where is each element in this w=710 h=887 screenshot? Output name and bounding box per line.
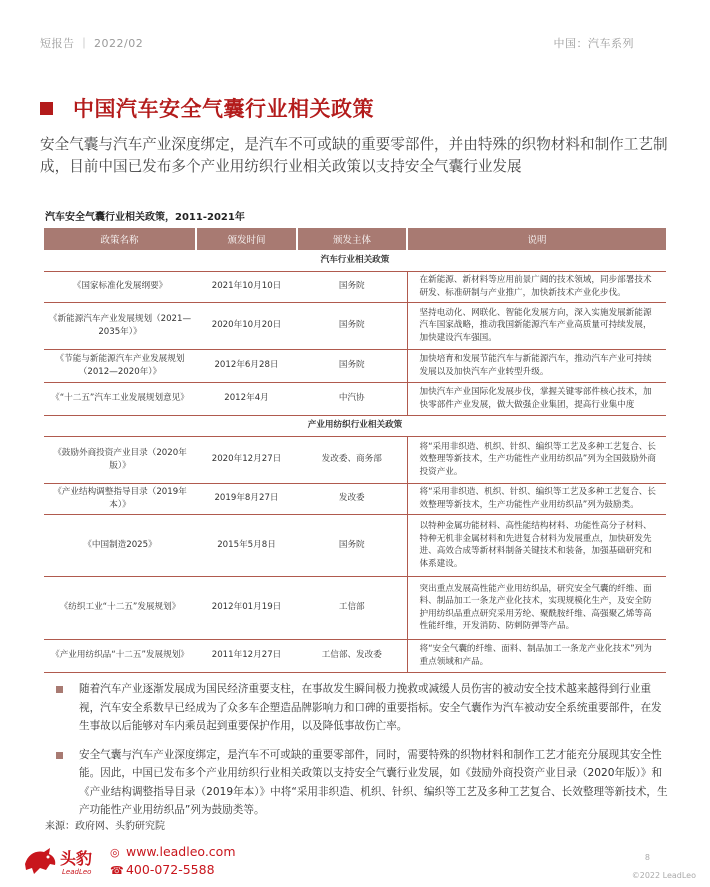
policy-name-cell: 《国家标准化发展纲要》 — [44, 271, 196, 302]
policy-name-cell: 《“十二五”汽车工业发展规划意见》 — [44, 382, 196, 415]
issuer-cell: 国务院 — [297, 349, 407, 382]
page-title: 中国汽车安全气囊行业相关政策 — [73, 97, 374, 121]
description-cell: 在新能源、新材料等应用前景广阔的技术领域，同步部署技术研发、标准研制与产业推广，加快新技术产业化步伐。 — [407, 271, 666, 302]
policy-name-cell: 《新能源汽车产业发展规划（2021—2035年）》 — [44, 302, 196, 349]
table-row — [44, 514, 666, 576]
intro-paragraph: 安全气囊与汽车产业深度绑定，是汽车不可或缺的重要零部件，并由特殊的织物材料和制作工艺制成，目前中国已发布多个产业用纺织行业相关政策以支持安全气囊行业发展 — [40, 136, 668, 175]
table-row — [44, 382, 666, 415]
description-cell: 将“安全气囊的纤维、面料、制品加工一条龙产业化技术”列为重点领域和产品。 — [407, 639, 666, 672]
header-issuer: 颁发主体 — [297, 228, 407, 250]
bullet-list — [40, 680, 670, 830]
issue-date-cell: 2012年01月19日 — [196, 576, 297, 639]
bullet-text: 安全气囊与汽车产业深度绑定，是汽车不可或缺的重要零部件，同时，需要特殊的织物材料和制作工艺才能充分展现其安全性能。因此，中国已发布多个产业用纺织行业相关政策以支持安全气囊行业发展，如《鼓励外商投资产业目录（2020年版）》和《产业结构调整指导目录（2019年本）》中将“采用非织造、机织、针织、编织等工艺及多种工艺复合、长效整理等新技术，生产功能性产业用纺织品”列为鼓励类等。 — [79, 748, 668, 816]
policy-name-cell: 《中国制造2025》 — [44, 514, 196, 576]
issue-date-cell: 2021年10月10日 — [196, 271, 297, 302]
issue-date-cell: 2020年10月20日 — [196, 302, 297, 349]
issuer-cell: 中汽协 — [297, 382, 407, 415]
policy-name-cell: 《鼓励外商投资产业目录（2020年版）》 — [44, 436, 196, 483]
policy-name-cell: 《纺织工业“十二五”发展规划》 — [44, 576, 196, 639]
section-label: 产业用纺织行业相关政策 — [44, 415, 666, 436]
section-title-row — [40, 93, 374, 123]
page-footer — [0, 838, 710, 887]
description-cell: 突出重点发展高性能产业用纺织品，研究安全气囊的纤维、面料、制品加工一条龙产业化技术，实现规模化生产，及安全防护用纺织品重点研究采用芳纶、聚酰胺纤维、高强聚乙烯等高性能纤维，开发消防、防刺防弹等产品。 — [407, 576, 666, 639]
section-row — [44, 250, 666, 271]
issuer-cell: 工信部 — [297, 576, 407, 639]
report-type-label: 短报告 ｜ 2022/02 — [40, 37, 144, 50]
description-cell: 加快汽车产业国际化发展步伐，掌握关键零部件核心技术，加快零部件产业发展，做大做强企业集团，提高行业集中度 — [407, 382, 666, 415]
list-item — [40, 680, 670, 736]
issuer-cell: 国务院 — [297, 514, 407, 576]
table-title: 汽车安全气囊行业相关政策，2011-2021年 — [45, 212, 245, 223]
leopard-logo-icon — [22, 844, 58, 878]
bullet-square-icon — [56, 686, 63, 693]
issuer-cell: 国务院 — [297, 302, 407, 349]
issue-date-cell: 2015年5月8日 — [196, 514, 297, 576]
section-label: 汽车行业相关政策 — [44, 250, 666, 271]
issuer-cell: 发改委、商务部 — [297, 436, 407, 483]
website-link[interactable]: www.leadleo.com — [125, 844, 236, 859]
title-marker-icon — [40, 102, 53, 115]
issue-date-cell: 2012年4月 — [196, 382, 297, 415]
logo-text: 头豹 — [60, 849, 93, 868]
bullet-text: 随着汽车产业逐渐发展成为国民经济重要支柱，在事故发生瞬间极力挽救或减缓人员伤害的被动安全技术越来越得到行业重视，汽车安全系数早已经成为了众多车企塑造品牌影响力和口碑的重要指标。安全气囊作为汽车被动安全系统重要部件，在发生事故以后能够对车内乘员起到重要保护作用，以及降低事故伤亡率。 — [79, 683, 662, 732]
policy-table — [44, 228, 666, 673]
table-row — [44, 271, 666, 302]
contact-info — [110, 843, 236, 879]
report-series-label: 中国：汽车系列 — [553, 37, 634, 50]
table-header-row — [44, 228, 666, 250]
issue-date-cell: 2012年6月28日 — [196, 349, 297, 382]
issuer-cell: 工信部、发改委 — [297, 639, 407, 672]
header-policy-name: 政策名称 — [44, 228, 196, 250]
policy-name-cell: 《节能与新能源汽车产业发展规划（2012—2020年）》 — [44, 349, 196, 382]
table-row — [44, 349, 666, 382]
section-row — [44, 415, 666, 436]
issuer-cell: 国务院 — [297, 271, 407, 302]
table-row — [44, 302, 666, 349]
logo-text-en: LeadLeo — [62, 868, 92, 876]
table-row — [44, 576, 666, 639]
description-cell: 将“采用非织造、机织、针织、编织等工艺及多种工艺复合、长效整理等新技术，生产功能性产业用纺织品”列为全国鼓励外商投资产业。 — [407, 436, 666, 483]
issue-date-cell: 2020年12月27日 — [196, 436, 297, 483]
header-issue-date: 颁发时间 — [196, 228, 297, 250]
issue-date-cell: 2019年8月27日 — [196, 483, 297, 514]
description-cell: 以特种金属功能材料、高性能结构材料、功能性高分子材料、特种无机非金属材料和先进复合材料为发展重点，加快研发先进、高效合成等新材料制备关键技术和装备，加强基础研究和体系建设。 — [407, 514, 666, 576]
table-row — [44, 436, 666, 483]
phone-number: 400-072-5588 — [125, 862, 215, 877]
issue-date-cell: 2011年12月27日 — [196, 639, 297, 672]
policy-name-cell: 《产业用纺织品“十二五”发展规划》 — [44, 639, 196, 672]
globe-icon: ◎ — [110, 846, 120, 859]
source-note: 来源：政府网、头豹研究院 — [45, 821, 165, 832]
header-description: 说明 — [407, 228, 666, 250]
page-number: 8 — [644, 853, 650, 862]
phone-icon: ☎ — [110, 864, 124, 877]
table-row — [44, 639, 666, 672]
table-row — [44, 483, 666, 514]
copyright: ©2022 LeadLeo — [631, 871, 696, 880]
description-cell: 将“采用非织造、机织、针织、编织等工艺及多种工艺复合、长效整理等新技术，生产功能性产业用纺织品”列为鼓励类。 — [407, 483, 666, 514]
policy-name-cell: 《产业结构调整指导目录（2019年本）》 — [44, 483, 196, 514]
list-item — [40, 746, 670, 820]
description-cell: 加快培育和发展节能汽车与新能源汽车，推动汽车产业可持续发展以及加快汽车产业转型升级。 — [407, 349, 666, 382]
description-cell: 坚持电动化、网联化、智能化发展方向，深入实施发展新能源汽车国家战略，推动我国新能源汽车产业高质量可持续发展，加快建设汽车强国。 — [407, 302, 666, 349]
bullet-square-icon — [56, 752, 63, 759]
issuer-cell: 发改委 — [297, 483, 407, 514]
